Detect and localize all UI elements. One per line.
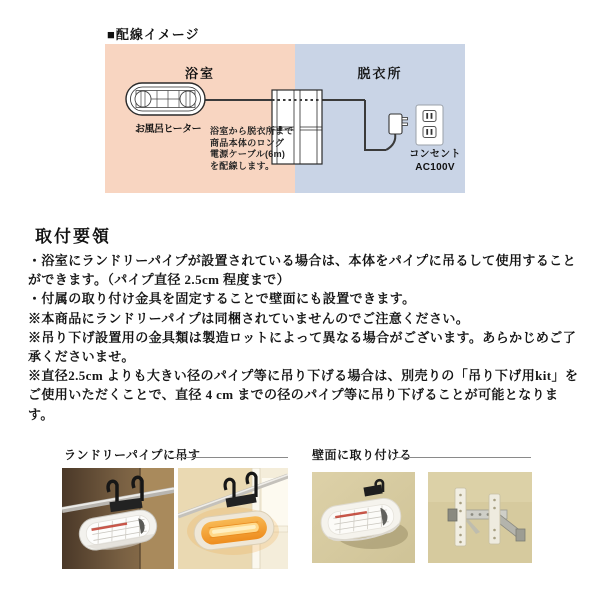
instruction-line: 承くださいませ。 — [28, 349, 135, 365]
cable-note-line: 浴室から脱衣所まで — [210, 126, 294, 136]
cable-note-line: 電源ケーブル(6m) — [210, 149, 286, 159]
bathroom-label: 浴室 — [184, 66, 215, 81]
hang-pipe-rule — [170, 457, 288, 458]
cable-note — [210, 126, 294, 172]
wiring-section-heading: ■配線イメージ — [107, 27, 200, 42]
instructions-text — [28, 251, 588, 424]
instructions-heading: 取付要領 — [35, 227, 111, 246]
instruction-line: ※本商品にランドリーパイプは同梱されていませんのでご注意ください。 — [28, 310, 470, 326]
wiring-diagram — [105, 44, 465, 193]
instruction-line: ※直径2.5cm よりも大きい径のパイプ等に吊り下げる場合は、別売りの「吊り下げ用kit」を — [28, 368, 579, 384]
cable-note-line: を配線します。 — [210, 160, 275, 171]
cable-note-line: 商品本体のロング — [210, 137, 285, 148]
outlet-label-line1: コンセント — [409, 149, 461, 160]
dressing-room-label: 脱衣所 — [357, 66, 403, 81]
instruction-line: ※吊り下げ設置用の金具類は製造ロットによって異なる場合がございます。あらかじめご了 — [28, 329, 577, 345]
hang-pipe-label: ランドリーパイプに吊す — [64, 448, 201, 462]
outlet-label — [403, 149, 467, 174]
photo-heater-wall-mounted — [312, 472, 415, 563]
wall-mount-label: 壁面に取り付ける — [312, 448, 413, 462]
photo-heater-hanging-off — [62, 468, 174, 569]
instruction-line: ・浴室にランドリーパイプが設置されている場合は、本体をパイプに吊るして使用すること — [28, 253, 576, 268]
wall-mount-rule — [394, 457, 531, 458]
heater-illustration — [126, 83, 205, 115]
outlet-illustration — [416, 105, 443, 145]
plug-illustration — [386, 114, 408, 150]
instruction-line: ご使用いただくことで、直径 4 cm までの径のパイプ等に吊り下げることが可能となりま — [28, 387, 559, 403]
heater-label: お風呂ヒーター — [135, 124, 202, 135]
outlet-label-line2: AC100V — [415, 161, 455, 173]
photo-heater-hanging-on — [178, 468, 288, 569]
instruction-line: ・付属の取り付け金具を固定することで壁面にも設置できます。 — [28, 291, 416, 307]
instruction-line: ができます。（パイプ直径 2.5cm 程度まで） — [28, 272, 291, 288]
photo-wall-bracket — [428, 472, 532, 563]
instruction-line: す。 — [28, 406, 54, 422]
